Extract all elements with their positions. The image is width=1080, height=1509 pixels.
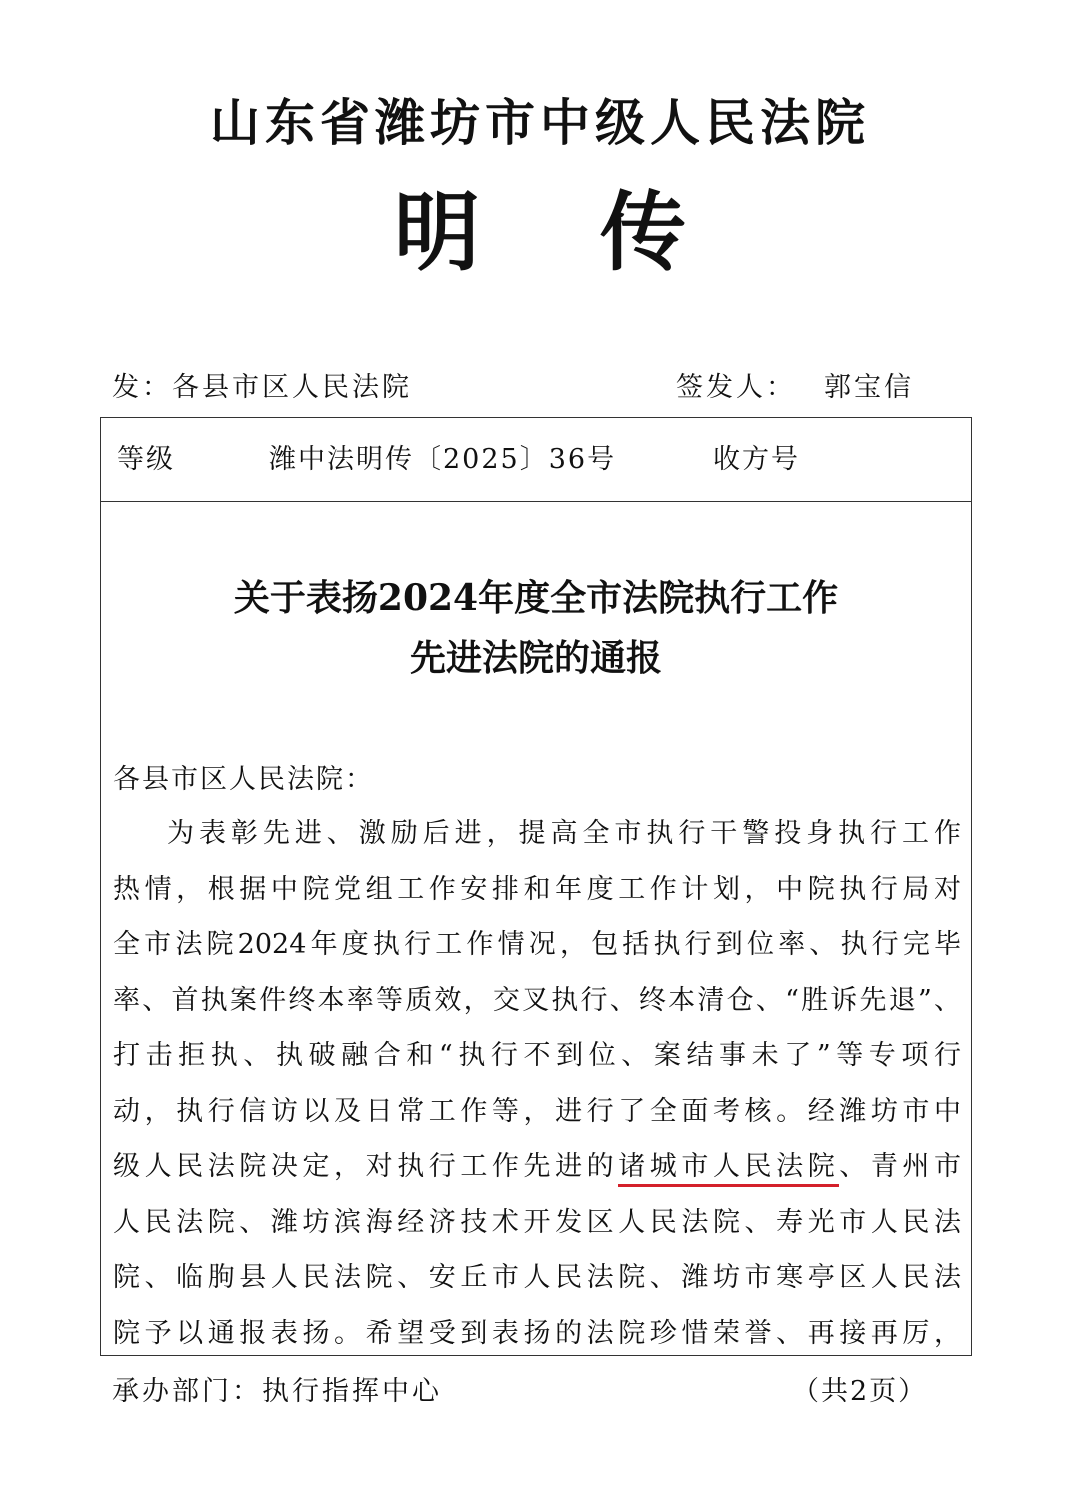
grade-row <box>101 418 971 502</box>
org-title: 山东省潍坊市中级人民法院 <box>210 94 870 152</box>
grade-label: 等级 <box>117 444 175 475</box>
body-line: 打击拒执、执破融合和“执行不到位、案结事未了”等专项行 <box>113 1040 961 1071</box>
body-text: 、青州市 <box>839 1151 962 1182</box>
signer-line <box>676 366 914 410</box>
body-line: 人民法院、潍坊滨海经济技术开发区人民法院、寿光市人民法 <box>113 1206 961 1238</box>
body-line: 热情，根据中院党组工作安排和年度工作计划，中院执行局对 <box>113 873 961 905</box>
body-line: 动，执行信访以及日常工作等，进行了全面考核。经潍坊市中 <box>113 1095 961 1127</box>
highlighted-court-name: 诸城市人民法院 <box>618 1151 839 1187</box>
salutation: 各县市区人民法院： <box>113 764 374 795</box>
signer-name: 郭宝信 <box>824 372 914 403</box>
body-line: 院予以通报表扬。希望受到表扬的法院珍惜荣誉、再接再厉， <box>113 1317 961 1349</box>
document-frame <box>100 417 972 1356</box>
doc-type-title <box>0 178 1080 288</box>
doc-type-char-2: 传 <box>600 183 686 283</box>
handling-department: 承办部门：执行指挥中心 <box>112 1376 442 1407</box>
body-line <box>113 1139 961 1195</box>
notice-title-line-1: 关于表扬2024年度全市法院执行工作 <box>233 577 839 619</box>
notice-title-line-2: 先进法院的通报 <box>409 637 662 679</box>
doc-type-char-1: 明 <box>394 183 480 283</box>
body-line: 全市法院2024年度执行工作情况，包括执行到位率、执行完毕 <box>113 929 961 960</box>
body-line: 院、临朐县人民法院、安丘市人民法院、潍坊市寒亭区人民法 <box>113 1262 961 1293</box>
notice-title <box>101 568 971 688</box>
body-line: 率、首执案件终本率等质效，交叉执行、终本清仓、“胜诉先退”、 <box>113 984 961 1016</box>
recipients-line: 发：各县市区人民法院 <box>112 372 412 403</box>
receipt-number-label: 收方号 <box>713 444 800 475</box>
body-text: 级人民法院决定，对执行工作先进的 <box>113 1151 619 1182</box>
document-number: 潍中法明传〔2025〕36号 <box>269 444 617 475</box>
signer-label: 签发人： <box>676 372 796 403</box>
page-count: （共2页） <box>792 1376 928 1407</box>
notice-body <box>113 806 961 1361</box>
body-line: 为表彰先进、激励后进，提高全市执行干警投身执行工作 <box>167 818 961 849</box>
